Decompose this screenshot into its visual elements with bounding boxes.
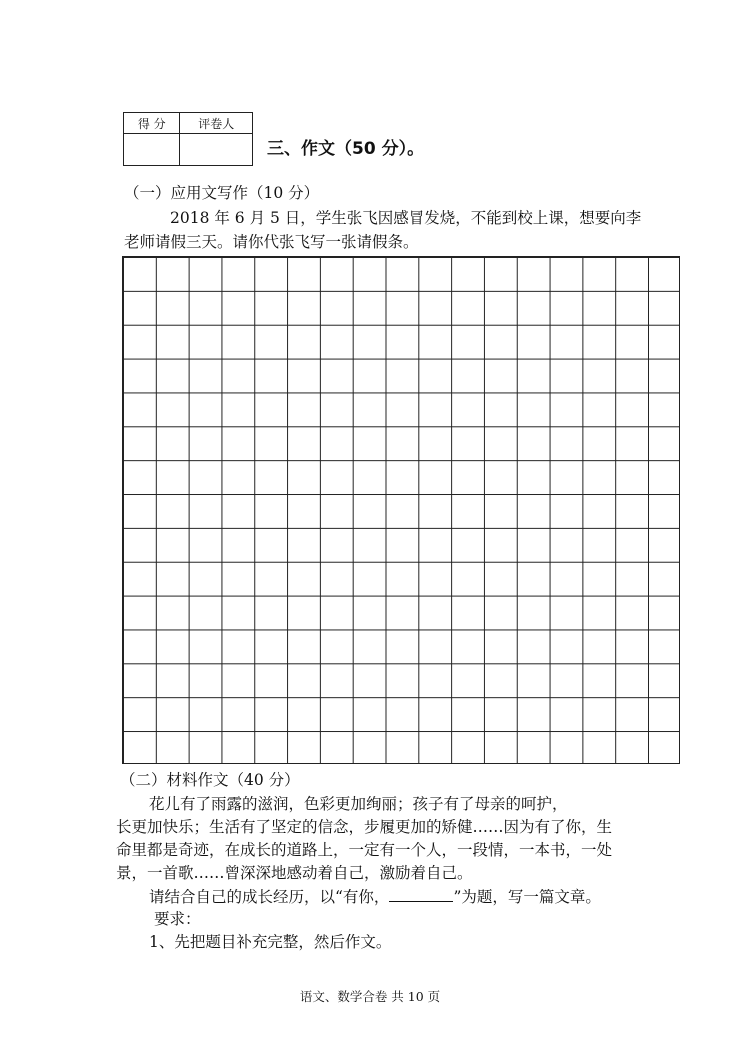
part2-material-line3: 命里都是奇迹，在成长的道路上，一定有一个人，一段情，一本书，一处	[116, 841, 613, 859]
page-footer: 语文、数学合卷 共 10 页	[299, 989, 441, 1004]
title-blank[interactable]	[389, 887, 453, 902]
part1-prompt-line2: 老师请假三天。请你代张飞写一张请假条。	[124, 233, 419, 251]
score-table	[123, 112, 253, 166]
instruction-prefix: 请结合自己的成长经历，以“有你，	[149, 888, 390, 906]
part2-material-line1: 花儿有了雨露的滋润，色彩更加绚丽；孩子有了母亲的呵护，	[149, 795, 568, 813]
part2-material-line2: 长更加快乐；生活有了坚定的信念，步履更加的矫健……因为有了你，生	[116, 818, 613, 836]
score-cell[interactable]	[124, 134, 180, 166]
part2-material-line4: 景，一首歌……曾深深地感动着自己，激励着自己。	[116, 864, 473, 882]
requirements-label: 要求：	[154, 910, 201, 928]
part2-instruction	[149, 885, 601, 907]
score-label: 得 分	[124, 113, 180, 134]
section-title: 三、作文（50 分）。	[267, 139, 425, 159]
grader-cell[interactable]	[180, 134, 253, 166]
requirement-1: 1、先把题目补充完整，然后作文。	[149, 933, 392, 951]
grader-label: 评卷人	[180, 113, 253, 134]
writing-grid[interactable]	[122, 256, 680, 764]
part1-heading: （一）应用文写作（10 分）	[124, 184, 320, 202]
instruction-suffix: ”为题，写一篇文章。	[453, 888, 601, 906]
part2-heading: （二）材料作文（40 分）	[120, 771, 300, 789]
part1-prompt-line1: 2018 年 6 月 5 日，学生张飞因感冒发烧，不能到校上课，想要向李	[170, 209, 642, 227]
